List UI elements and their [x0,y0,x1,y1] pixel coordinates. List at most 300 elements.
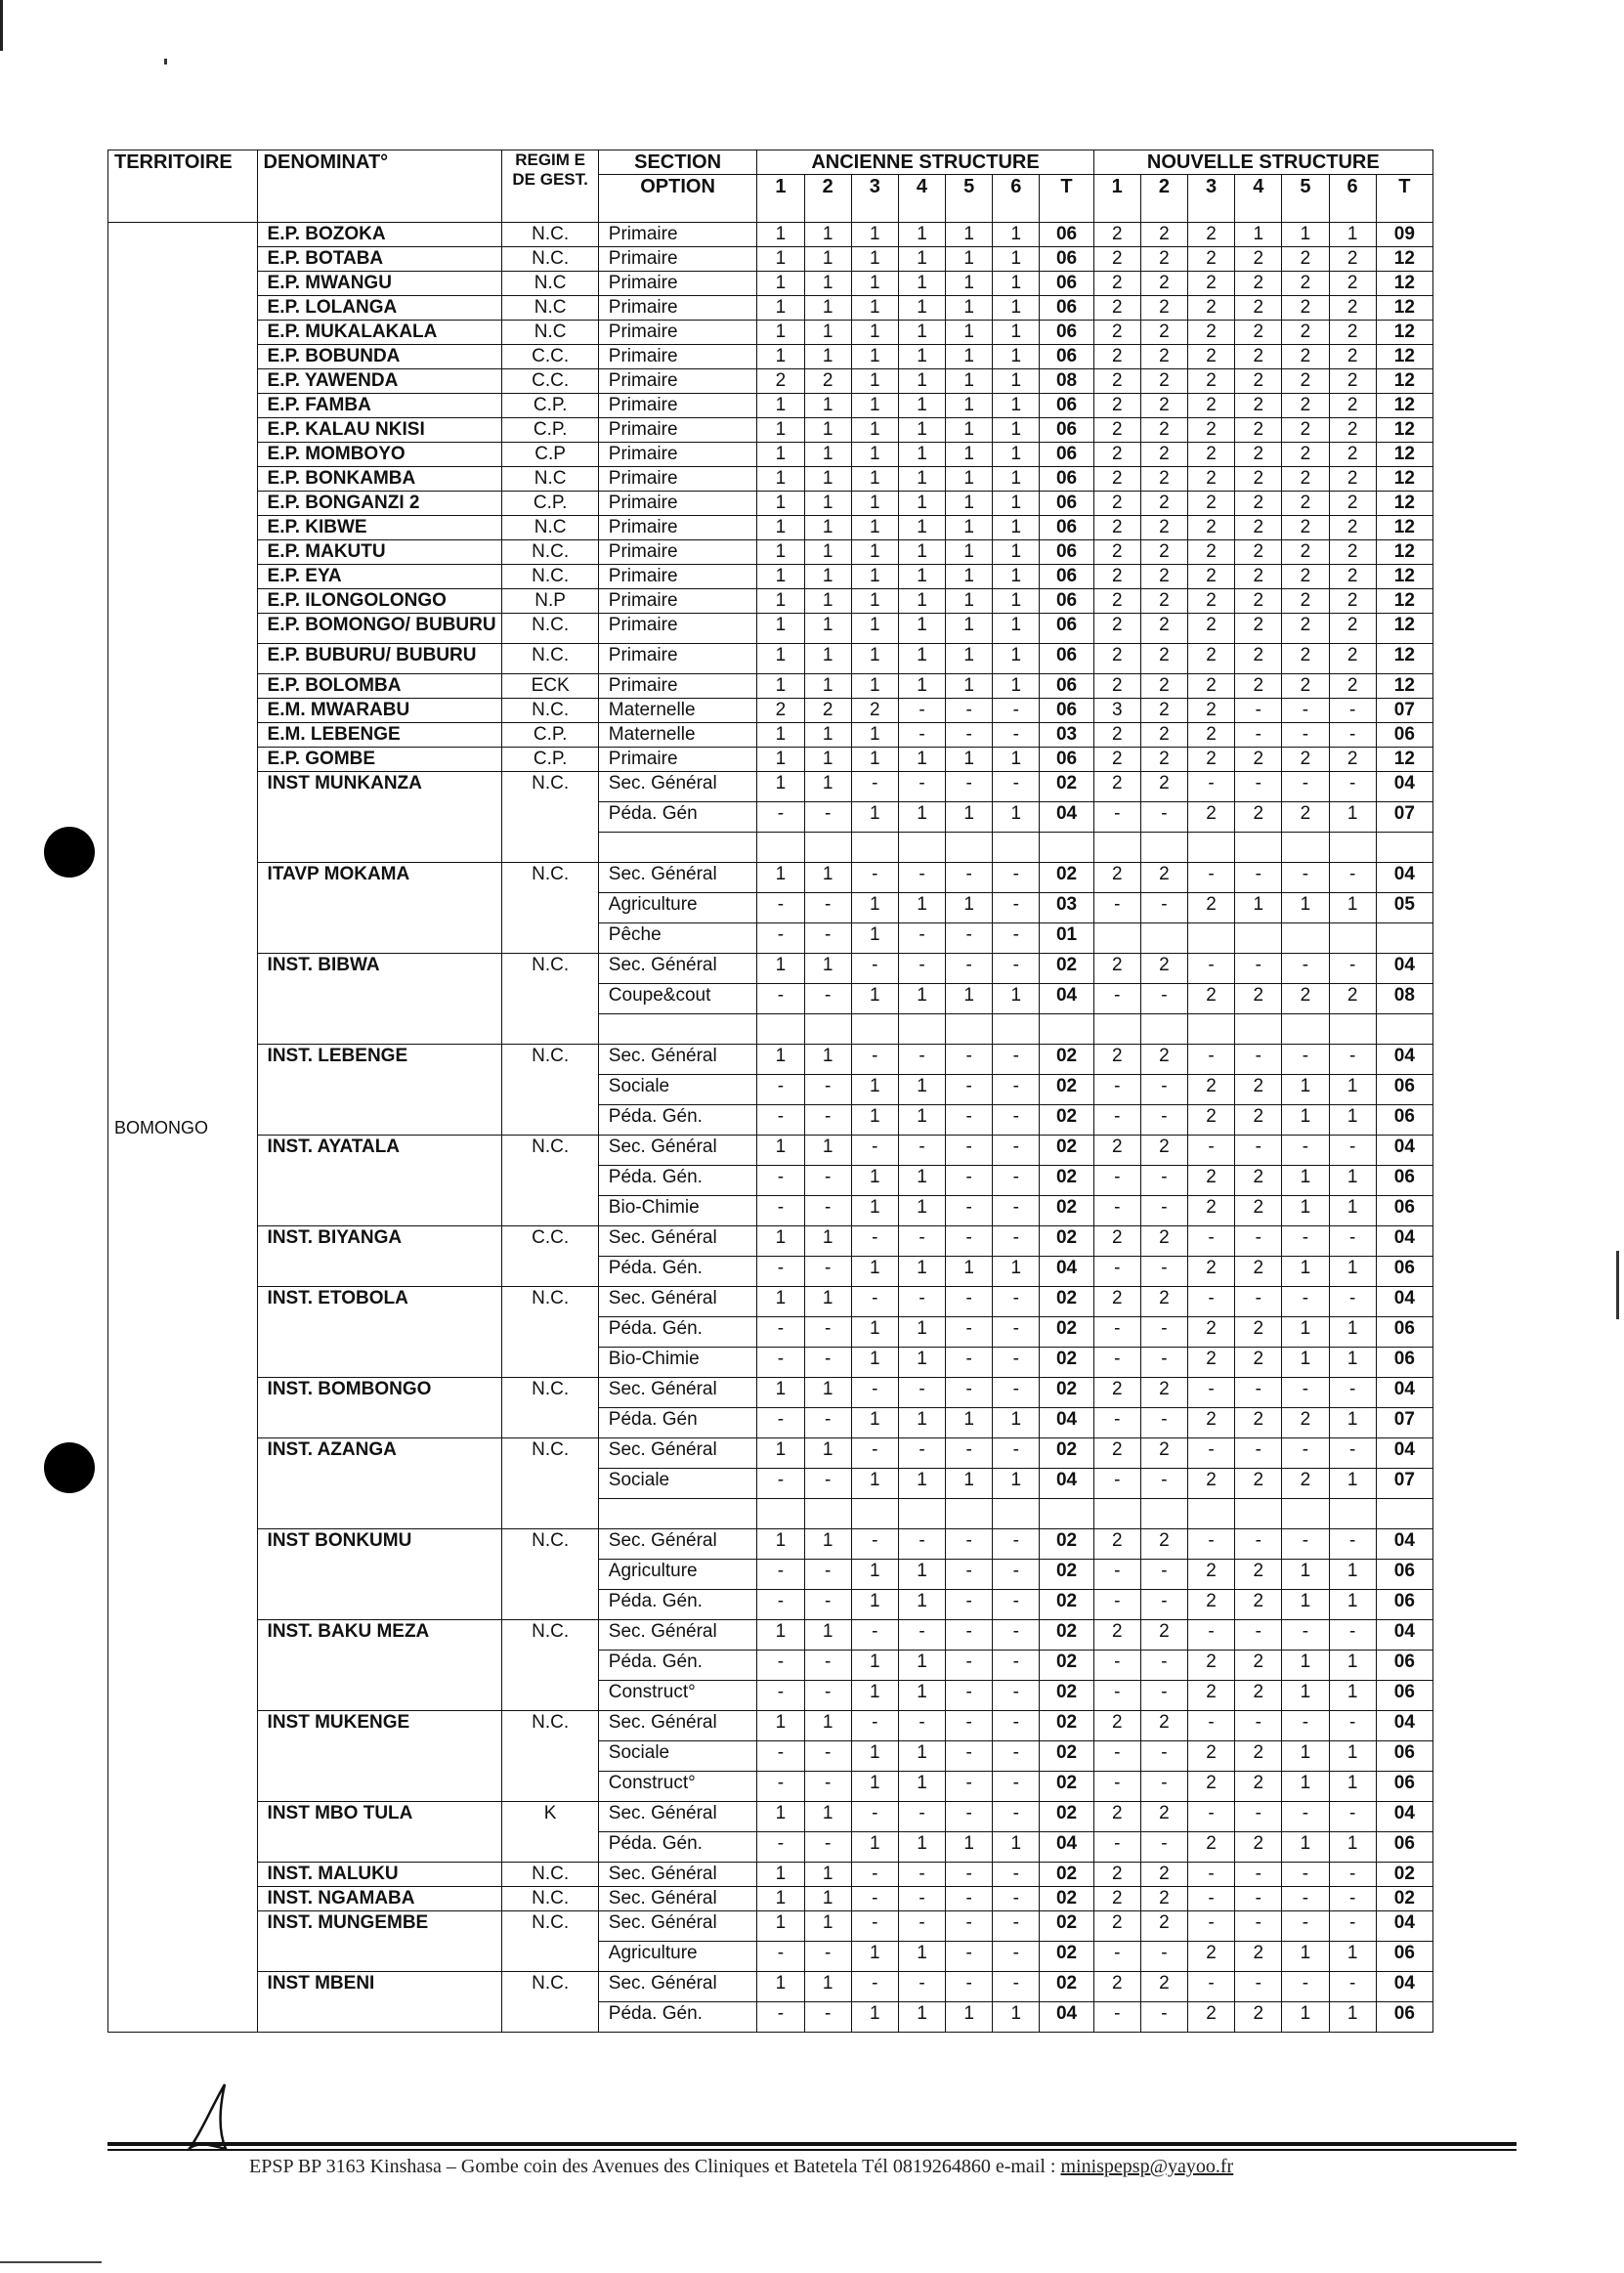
ancienne-year-cell: 1 [757,1911,804,1942]
table-row [108,1136,1433,1166]
option-cell: Primaire [598,247,757,272]
ancienne-year-cell: - [946,1226,993,1257]
ancienne-total-cell: 02 [1040,1863,1093,1887]
ancienne-year-cell: - [757,1651,804,1681]
ancienne-year-cell: - [993,1741,1040,1772]
scan-speck [164,59,167,64]
nouvelle-total-cell: 09 [1376,223,1432,247]
ancienne-year-cell: 1 [993,674,1040,699]
ancienne-year-cell: 1 [898,802,945,833]
ancienne-year-cell: 1 [898,492,945,516]
ancienne-year-cell: - [946,1348,993,1378]
nouvelle-year-cell: - [1093,802,1140,833]
nouvelle-year-cell: - [1282,1045,1329,1075]
nouvelle-total-cell: 02 [1376,1887,1432,1911]
ancienne-year-cell: 1 [804,863,851,893]
nouvelle-year-cell: 2 [1235,418,1282,443]
nouvelle-year-cell: 2 [1188,1196,1235,1226]
option-cell: Sociale [598,1741,757,1772]
nouvelle-year-cell: 1 [1329,1560,1376,1590]
ancienne-year-cell: 1 [946,1469,993,1499]
nouvelle-year-cell: 2 [1093,1438,1140,1469]
ancienne-year-cell: 1 [757,863,804,893]
option-cell: Primaire [598,674,757,699]
option-cell: Péda. Gén [598,1408,757,1438]
option-cell: Sociale [598,1075,757,1105]
ancienne-year-cell: 1 [946,516,993,540]
ancienne-year-cell: - [851,772,898,802]
ancienne-year-cell: 1 [804,1911,851,1942]
nouvelle-year-cell: 2 [1282,345,1329,369]
ancienne-year-cell: 1 [804,321,851,345]
ancienne-year-cell: - [946,1075,993,1105]
ancienne-year-cell: 1 [898,394,945,418]
nouvelle-year-cell: 2 [1188,1348,1235,1378]
ancienne-year-cell: - [993,1711,1040,1741]
ancienne-year-cell: 1 [851,1832,898,1863]
ancienne-year-cell: 1 [757,723,804,748]
nouvelle-year-cell: 2 [1140,443,1187,467]
header-col-nouv-2: 2 [1140,175,1187,223]
option-cell: Sec. Général [598,1802,757,1832]
nouvelle-year-cell: 1 [1282,1348,1329,1378]
ancienne-year-cell: - [946,1166,993,1196]
nouvelle-year-cell: 2 [1235,1681,1282,1711]
ancienne-year-cell: 1 [898,418,945,443]
footer-address-text: EPSP BP 3163 Kinshasa – Gombe coin des Avenues des Cliniques et Batetela Tél 0819264860 e-mail : [249,2156,1061,2177]
ancienne-year-cell: 1 [898,223,945,247]
ancienne-year-cell: - [804,1348,851,1378]
ancienne-year-cell: 1 [993,1257,1040,1287]
ancienne-year-cell: 1 [993,369,1040,394]
nouvelle-year-cell: - [1282,1620,1329,1651]
nouvelle-total-cell: 06 [1376,1651,1432,1681]
ancienne-year-cell: - [851,1911,898,1942]
nouvelle-year-cell: 2 [1093,1972,1140,2002]
ancienne-year-cell: 1 [757,1529,804,1560]
nouvelle-year-cell: 2 [1282,614,1329,644]
ancienne-year-cell: - [804,1105,851,1136]
ancienne-year-cell: 1 [946,443,993,467]
punch-hole-top [44,827,95,878]
nouvelle-year-cell: 2 [1140,1136,1187,1166]
nouvelle-year-cell: 2 [1282,802,1329,833]
nouvelle-total-cell: 05 [1376,893,1432,923]
nouvelle-total-cell: 12 [1376,565,1432,589]
nouvelle-total-cell [1376,923,1432,954]
ancienne-year-cell: 1 [757,540,804,565]
option-cell: Primaire [598,467,757,492]
ancienne-year-cell: 1 [804,1802,851,1832]
nouvelle-year-cell: - [1235,1529,1282,1560]
ancienne-total-cell: 06 [1040,443,1093,467]
nouvelle-total-cell: 04 [1376,863,1432,893]
nouvelle-total-cell: 12 [1376,748,1432,772]
option-cell: Sec. Général [598,1378,757,1408]
nouvelle-total-cell: 04 [1376,1711,1432,1741]
nouvelle-year-cell: 2 [1140,321,1187,345]
nouvelle-year-cell: - [1329,1438,1376,1469]
ancienne-total-cell: 06 [1040,296,1093,321]
footer-email-link[interactable]: minispepsp@yayoo.fr [1060,2156,1234,2177]
ancienne-year-cell: 1 [898,748,945,772]
nouvelle-year-cell: 2 [1093,1529,1140,1560]
nouvelle-year-cell: 2 [1093,516,1140,540]
ancienne-year-cell: 1 [898,1560,945,1590]
nouvelle-year-cell: 2 [1188,893,1235,923]
ancienne-year-cell: 1 [946,614,993,644]
school-regime: N.C. [502,614,598,644]
nouvelle-year-cell: - [1140,1196,1187,1226]
nouvelle-year-cell: 2 [1282,674,1329,699]
nouvelle-year-cell: - [1329,1378,1376,1408]
ancienne-year-cell: 1 [851,540,898,565]
ancienne-year-cell: - [946,1105,993,1136]
nouvelle-year-cell: 2 [1235,2002,1282,2033]
ancienne-total-cell: 06 [1040,321,1093,345]
table-row [108,644,1433,674]
nouvelle-year-cell: 2 [1235,1105,1282,1136]
ancienne-year-cell: 1 [898,272,945,296]
ancienne-year-cell: - [946,1136,993,1166]
nouvelle-year-cell: 2 [1093,748,1140,772]
ancienne-year-cell: 1 [851,1166,898,1196]
school-regime: N.C. [502,1620,598,1711]
ancienne-year-cell: 1 [804,394,851,418]
ancienne-total-cell: 02 [1040,1772,1093,1802]
option-cell: Sec. Général [598,1711,757,1741]
nouvelle-year-cell: 2 [1282,321,1329,345]
ancienne-year-cell: 1 [993,802,1040,833]
ancienne-year-cell: 1 [757,614,804,644]
nouvelle-year-cell: 2 [1282,443,1329,467]
ancienne-year-cell: 1 [993,644,1040,674]
nouvelle-year-cell: 2 [1188,1408,1235,1438]
ancienne-year-cell: 1 [898,984,945,1014]
ancienne-year-cell: - [946,1287,993,1317]
ancienne-total-cell: 06 [1040,644,1093,674]
nouvelle-year-cell: - [1329,699,1376,723]
school-name: E.P. BONGANZI 2 [257,492,502,516]
ancienne-total-cell: 02 [1040,1317,1093,1348]
nouvelle-year-cell: 2 [1235,1408,1282,1438]
option-cell: Sec. Général [598,1045,757,1075]
header-col-anc-3: 3 [851,175,898,223]
ancienne-year-cell: 1 [851,1651,898,1681]
nouvelle-year-cell: 2 [1188,1469,1235,1499]
nouvelle-year-cell: - [1329,772,1376,802]
footer-rule-thin [107,2149,1517,2151]
ancienne-year-cell: - [946,1772,993,1802]
nouvelle-year-cell: 2 [1188,394,1235,418]
header-col-anc-6: 6 [993,175,1040,223]
ancienne-year-cell: - [946,1711,993,1741]
nouvelle-year-cell: - [1235,699,1282,723]
ancienne-year-cell: 1 [898,1469,945,1499]
nouvelle-year-cell: 2 [1235,394,1282,418]
nouvelle-year-cell: 1 [1235,223,1282,247]
nouvelle-year-cell: - [1093,1560,1140,1590]
option-cell: Sec. Général [598,772,757,802]
ancienne-year-cell: 1 [757,1972,804,2002]
nouvelle-year-cell: 2 [1282,540,1329,565]
nouvelle-total-cell: 06 [1376,1772,1432,1802]
ancienne-total-cell: 06 [1040,223,1093,247]
option-cell: Sec. Général [598,1529,757,1560]
nouvelle-year-cell: 2 [1329,247,1376,272]
ancienne-year-cell: 1 [757,748,804,772]
nouvelle-total-cell [1376,833,1432,863]
nouvelle-total-cell: 06 [1376,1075,1432,1105]
school-regime: N.C. [502,1972,598,2033]
ancienne-total-cell: 02 [1040,1075,1093,1105]
ancienne-year-cell: 1 [898,614,945,644]
nouvelle-year-cell: 2 [1282,247,1329,272]
nouvelle-year-cell: - [1235,1911,1282,1942]
ancienne-year-cell: 1 [946,589,993,614]
ancienne-year-cell: 1 [804,614,851,644]
table-row [108,699,1433,723]
ancienne-year-cell: 1 [851,1348,898,1378]
nouvelle-year-cell: 2 [1140,1863,1187,1887]
nouvelle-year-cell [1140,923,1187,954]
ancienne-year-cell: 1 [851,223,898,247]
nouvelle-year-cell: 2 [1093,369,1140,394]
ancienne-year-cell [993,1014,1040,1045]
school-name: E.P. FAMBA [257,394,502,418]
nouvelle-year-cell: 2 [1140,772,1187,802]
nouvelle-year-cell: 2 [1188,321,1235,345]
nouvelle-year-cell: 2 [1093,1287,1140,1317]
option-cell: Primaire [598,589,757,614]
nouvelle-year-cell: 2 [1093,467,1140,492]
ancienne-year-cell: - [804,1741,851,1772]
ancienne-year-cell: - [804,2002,851,2033]
school-regime: N.C. [502,1863,598,1887]
ancienne-year-cell: - [851,1438,898,1469]
nouvelle-year-cell: - [1140,1772,1187,1802]
nouvelle-year-cell: 2 [1235,492,1282,516]
scan-bottom-mark [0,2261,102,2263]
nouvelle-year-cell: 1 [1282,1832,1329,1863]
nouvelle-year-cell: - [1093,1772,1140,1802]
ancienne-year-cell: 1 [804,467,851,492]
ancienne-year-cell: 1 [804,748,851,772]
ancienne-year-cell: 1 [898,1651,945,1681]
nouvelle-year-cell: - [1093,1196,1140,1226]
table-row [108,954,1433,984]
ancienne-total-cell: 02 [1040,1741,1093,1772]
scan-edge-mark-right [1616,1251,1619,1319]
ancienne-year-cell: - [946,1802,993,1832]
school-regime: N.C [502,321,598,345]
nouvelle-total-cell [1376,1014,1432,1045]
table-row [108,345,1433,369]
option-cell: Agriculture [598,893,757,923]
nouvelle-year-cell: 2 [1093,674,1140,699]
nouvelle-year-cell: 1 [1329,1651,1376,1681]
nouvelle-year-cell: 2 [1140,516,1187,540]
ancienne-year-cell: 1 [757,467,804,492]
school-regime: C.P. [502,394,598,418]
ancienne-year-cell: 1 [757,1378,804,1408]
nouvelle-year-cell: 1 [1329,1408,1376,1438]
option-cell: Primaire [598,418,757,443]
nouvelle-total-cell: 07 [1376,699,1432,723]
table-row [108,1711,1433,1741]
nouvelle-year-cell: 2 [1188,1590,1235,1620]
ancienne-total-cell: 02 [1040,1651,1093,1681]
ancienne-total-cell: 01 [1040,923,1093,954]
nouvelle-total-cell: 06 [1376,1681,1432,1711]
nouvelle-year-cell: 2 [1188,247,1235,272]
nouvelle-year-cell: - [1235,1045,1282,1075]
nouvelle-year-cell: 1 [1282,1651,1329,1681]
nouvelle-year-cell: 2 [1188,1942,1235,1972]
nouvelle-year-cell: 2 [1329,644,1376,674]
nouvelle-year-cell: 2 [1093,863,1140,893]
school-name: INST. BAKU MEZA [257,1620,502,1711]
nouvelle-total-cell: 06 [1376,1196,1432,1226]
ancienne-year-cell: 1 [898,1681,945,1711]
ancienne-year-cell: - [898,1136,945,1166]
header-col-anc-1: 1 [757,175,804,223]
ancienne-year-cell: - [804,1257,851,1287]
table-row [108,589,1433,614]
table-row [108,1911,1433,1942]
nouvelle-year-cell: 2 [1282,565,1329,589]
ancienne-total-cell: 03 [1040,723,1093,748]
school-regime: N.C. [502,1136,598,1226]
ancienne-year-cell: - [993,772,1040,802]
header-col-nouv-5: 5 [1282,175,1329,223]
option-cell [598,1014,757,1045]
nouvelle-year-cell: 2 [1188,1166,1235,1196]
option-cell: Sec. Général [598,1226,757,1257]
ancienne-total-cell [1040,833,1093,863]
header-col-anc-t: T [1040,175,1093,223]
ancienne-total-cell: 02 [1040,1972,1093,2002]
nouvelle-total-cell: 07 [1376,802,1432,833]
header-col-nouv-4: 4 [1235,175,1282,223]
option-cell: Primaire [598,296,757,321]
nouvelle-year-cell [1329,1014,1376,1045]
nouvelle-year-cell: 2 [1140,748,1187,772]
school-regime: N.C. [502,699,598,723]
school-name: E.P. ILONGOLONGO [257,589,502,614]
school-regime: N.C. [502,540,598,565]
nouvelle-year-cell: - [1093,1942,1140,1972]
ancienne-year-cell: 1 [946,2002,993,2033]
nouvelle-year-cell: 1 [1282,1681,1329,1711]
ancienne-total-cell: 04 [1040,1257,1093,1287]
ancienne-year-cell: 1 [946,345,993,369]
ancienne-year-cell: 1 [946,984,993,1014]
nouvelle-year-cell [1188,1499,1235,1529]
nouvelle-year-cell: - [1188,1802,1235,1832]
ancienne-year-cell: - [993,1045,1040,1075]
nouvelle-year-cell: 1 [1282,1257,1329,1287]
nouvelle-total-cell: 12 [1376,644,1432,674]
ancienne-year-cell: 1 [993,272,1040,296]
ancienne-year-cell: - [993,1651,1040,1681]
nouvelle-year-cell: 2 [1140,674,1187,699]
nouvelle-year-cell: 2 [1235,614,1282,644]
nouvelle-year-cell: - [1093,1408,1140,1438]
nouvelle-year-cell: - [1282,1863,1329,1887]
ancienne-year-cell: 1 [898,1166,945,1196]
nouvelle-total-cell: 04 [1376,1972,1432,2002]
table-row [108,772,1433,802]
school-name: E.M. MWARABU [257,699,502,723]
ancienne-year-cell: - [946,1620,993,1651]
ancienne-total-cell: 06 [1040,467,1093,492]
nouvelle-year-cell: 2 [1093,1911,1140,1942]
nouvelle-year-cell: 1 [1329,1681,1376,1711]
nouvelle-total-cell: 06 [1376,1166,1432,1196]
ancienne-year-cell: 1 [804,418,851,443]
nouvelle-year-cell: - [1140,1942,1187,1972]
option-cell: Péda. Gén. [598,2002,757,2033]
table-body [108,223,1433,2033]
ancienne-year-cell: 1 [946,1832,993,1863]
nouvelle-year-cell: - [1188,1438,1235,1469]
ancienne-year-cell: - [946,1378,993,1408]
nouvelle-year-cell: - [1093,2002,1140,2033]
nouvelle-year-cell [1188,833,1235,863]
ancienne-year-cell: 1 [757,516,804,540]
nouvelle-year-cell: - [1282,1136,1329,1166]
ancienne-year-cell: 1 [898,516,945,540]
nouvelle-year-cell: 2 [1235,516,1282,540]
ancienne-total-cell: 06 [1040,394,1093,418]
header-section: SECTION [598,150,757,175]
school-name: E.P. LOLANGA [257,296,502,321]
nouvelle-year-cell: - [1329,1863,1376,1887]
nouvelle-year-cell: - [1093,1469,1140,1499]
school-regime: N.C [502,516,598,540]
nouvelle-year-cell: - [1188,1045,1235,1075]
nouvelle-year-cell: 2 [1329,674,1376,699]
nouvelle-year-cell: 2 [1093,1863,1140,1887]
option-cell: Agriculture [598,1560,757,1590]
ancienne-year-cell: - [851,954,898,984]
nouvelle-total-cell: 12 [1376,272,1432,296]
option-cell: Primaire [598,492,757,516]
nouvelle-year-cell: 1 [1282,223,1329,247]
nouvelle-year-cell [1140,1014,1187,1045]
school-regime: N.C. [502,863,598,954]
nouvelle-year-cell: - [1235,1863,1282,1887]
ancienne-year-cell: - [993,1196,1040,1226]
ancienne-year-cell: 1 [898,296,945,321]
ancienne-year-cell: - [993,1529,1040,1560]
ancienne-year-cell: - [946,1651,993,1681]
ancienne-year-cell: 1 [757,954,804,984]
nouvelle-year-cell: 2 [1235,1832,1282,1863]
table-row [108,863,1433,893]
scan-edge-mark [0,0,3,51]
ancienne-year-cell: 1 [804,223,851,247]
nouvelle-year-cell: 2 [1329,296,1376,321]
ancienne-total-cell: 06 [1040,614,1093,644]
header-col-anc-5: 5 [946,175,993,223]
ancienne-year-cell: 1 [804,492,851,516]
nouvelle-year-cell: 1 [1282,1166,1329,1196]
nouvelle-total-cell: 04 [1376,1620,1432,1651]
ancienne-year-cell: - [993,1136,1040,1166]
nouvelle-year-cell: - [1188,1620,1235,1651]
